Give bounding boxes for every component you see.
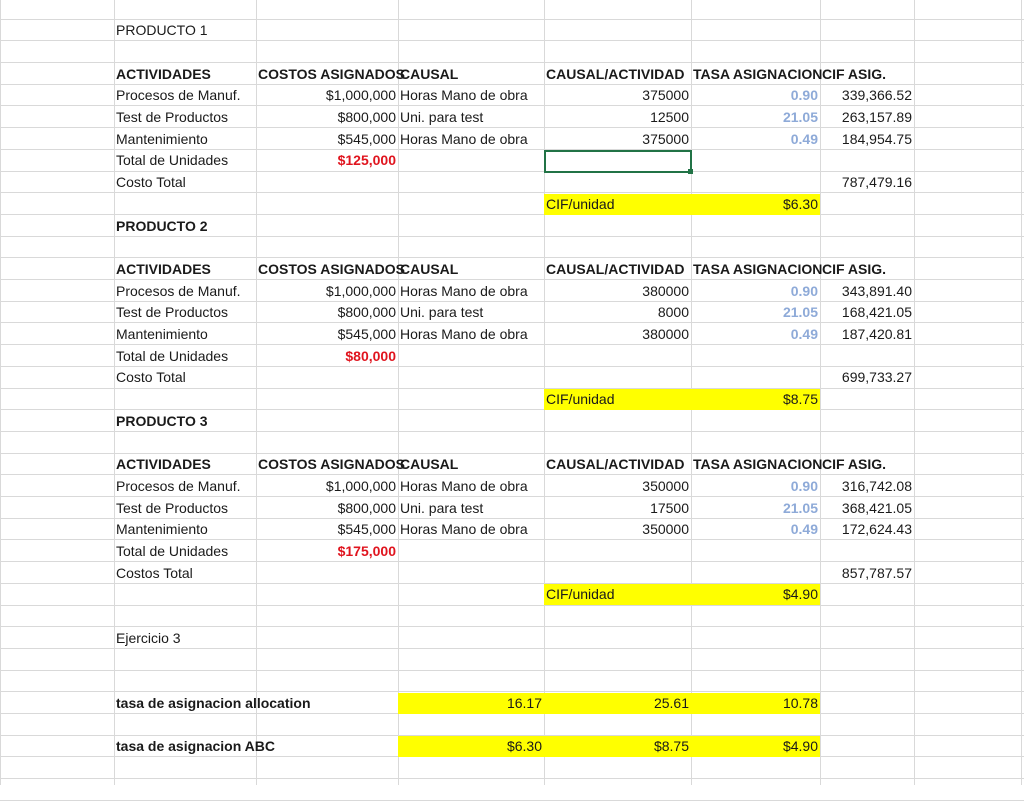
activity-name[interactable]: Mantenimiento bbox=[116, 326, 208, 342]
cost-driver[interactable]: Uni. para test bbox=[400, 304, 484, 321]
column-header[interactable]: CAUSAL/ACTIVIDAD bbox=[546, 456, 685, 473]
allocation-rate-label[interactable]: tasa de asignacion allocation bbox=[116, 694, 311, 711]
driver-per-activity[interactable]: 8000 bbox=[657, 304, 689, 321]
total-cost-label[interactable]: Costos Total bbox=[116, 564, 193, 581]
abc-rate-value[interactable]: $8.75 bbox=[544, 736, 691, 757]
grid-row-line bbox=[0, 758, 1024, 780]
column-header[interactable]: CAUSAL bbox=[400, 65, 459, 82]
column-header[interactable]: CIF ASIG. bbox=[822, 65, 887, 82]
grid-column-line bbox=[1021, 0, 1022, 785]
cif-assigned[interactable]: 263,157.89 bbox=[841, 109, 912, 125]
grid-row-line bbox=[0, 432, 1024, 454]
product-title[interactable]: PRODUCTO 3 bbox=[116, 412, 208, 429]
activity-name[interactable]: Mantenimiento bbox=[116, 130, 208, 147]
assigned-cost[interactable]: $545,000 bbox=[337, 521, 396, 538]
cif-per-unit-value[interactable]: $8.75 bbox=[691, 389, 820, 410]
allocation-rate[interactable]: 0.90 bbox=[790, 282, 818, 299]
total-units-label[interactable]: Total de Unidades bbox=[116, 347, 229, 364]
activity-name[interactable]: Test de Productos bbox=[116, 499, 229, 516]
driver-per-activity[interactable]: 380000 bbox=[642, 282, 689, 299]
allocation-rate-value[interactable]: 16.17 bbox=[398, 693, 544, 714]
column-header[interactable]: ACTIVIDADES bbox=[116, 260, 211, 277]
cost-driver[interactable]: Horas Mano de obra bbox=[400, 282, 528, 299]
cif-assigned[interactable]: 172,624.43 bbox=[841, 521, 912, 538]
grid-row-line bbox=[0, 584, 1024, 606]
allocation-rate[interactable]: 0.90 bbox=[790, 477, 818, 494]
grid-row-line bbox=[0, 41, 1024, 63]
column-header[interactable]: CAUSAL/ACTIVIDAD bbox=[546, 65, 685, 82]
allocation-rate[interactable]: 21.05 bbox=[782, 304, 818, 321]
cost-driver[interactable]: Horas Mano de obra bbox=[400, 521, 528, 538]
column-header[interactable]: ACTIVIDADES bbox=[116, 456, 211, 473]
assigned-cost[interactable]: $545,000 bbox=[337, 130, 396, 147]
cost-driver[interactable]: Horas Mano de obra bbox=[400, 326, 528, 342]
driver-per-activity[interactable]: 350000 bbox=[642, 521, 689, 538]
total-cost-value[interactable]: 699,733.27 bbox=[841, 369, 912, 386]
driver-per-activity[interactable]: 375000 bbox=[642, 130, 689, 147]
column-header[interactable]: CAUSAL bbox=[400, 260, 459, 277]
cif-per-unit-value[interactable]: $6.30 bbox=[691, 194, 820, 215]
total-units-label[interactable]: Total de Unidades bbox=[116, 543, 229, 559]
cif-assigned[interactable]: 368,421.05 bbox=[841, 499, 912, 516]
product-title[interactable]: PRODUCTO 2 bbox=[116, 217, 208, 234]
assigned-cost[interactable]: $1,000,000 bbox=[325, 87, 396, 104]
cost-driver[interactable]: Uni. para test bbox=[400, 109, 484, 125]
grid-row-line bbox=[0, 649, 1024, 671]
grid-column-line bbox=[0, 0, 1, 785]
assigned-cost[interactable]: $800,000 bbox=[337, 304, 396, 321]
abc-rate-label[interactable]: tasa de asignacion ABC bbox=[116, 738, 275, 755]
column-header[interactable]: ACTIVIDADES bbox=[116, 65, 211, 82]
cif-assigned[interactable]: 168,421.05 bbox=[841, 304, 912, 321]
total-cost-value[interactable]: 857,787.57 bbox=[841, 564, 912, 581]
driver-per-activity[interactable]: 380000 bbox=[642, 326, 689, 342]
activity-name[interactable]: Procesos de Manuf. bbox=[116, 477, 241, 494]
activity-name[interactable]: Procesos de Manuf. bbox=[116, 87, 241, 104]
column-header[interactable]: TASA ASIGNACION bbox=[693, 65, 823, 82]
cif-assigned[interactable]: 187,420.81 bbox=[841, 326, 912, 342]
assigned-cost[interactable]: $545,000 bbox=[337, 326, 396, 342]
driver-per-activity[interactable]: 375000 bbox=[642, 87, 689, 104]
cif-per-unit-value[interactable]: $4.90 bbox=[691, 584, 820, 605]
grid-row-line bbox=[0, 779, 1024, 801]
total-units-value[interactable]: $175,000 bbox=[337, 543, 396, 559]
total-cost-value[interactable]: 787,479.16 bbox=[841, 174, 912, 191]
selected-cell[interactable] bbox=[544, 150, 692, 173]
cif-per-unit-label[interactable]: CIF/unidad bbox=[544, 194, 691, 215]
allocation-rate[interactable]: 21.05 bbox=[782, 499, 818, 516]
cost-driver[interactable]: Uni. para test bbox=[400, 499, 484, 516]
assigned-cost[interactable]: $800,000 bbox=[337, 109, 396, 125]
column-header[interactable]: COSTOS ASIGNADOS bbox=[258, 260, 406, 277]
grid-row-line bbox=[0, 237, 1024, 259]
column-header[interactable]: COSTOS ASIGNADOS bbox=[258, 65, 406, 82]
cif-assigned[interactable]: 339,366.52 bbox=[841, 87, 912, 104]
cif-assigned[interactable]: 184,954.75 bbox=[841, 130, 912, 147]
grid-row-line bbox=[0, 606, 1024, 628]
allocation-rate[interactable]: 0.90 bbox=[790, 87, 818, 104]
abc-rate-value[interactable]: $6.30 bbox=[398, 736, 544, 757]
allocation-rate-value[interactable]: 10.78 bbox=[691, 693, 820, 714]
grid-row-line bbox=[0, 0, 1024, 20]
total-units-value[interactable]: $125,000 bbox=[337, 152, 396, 169]
column-header[interactable]: CIF ASIG. bbox=[822, 260, 887, 277]
exercise-title[interactable]: Ejercicio 3 bbox=[116, 629, 181, 646]
driver-per-activity[interactable]: 350000 bbox=[642, 477, 689, 494]
cif-assigned[interactable]: 316,742.08 bbox=[841, 477, 912, 494]
assigned-cost[interactable]: $1,000,000 bbox=[325, 282, 396, 299]
fill-handle[interactable] bbox=[688, 169, 693, 174]
grid-row-line bbox=[0, 714, 1024, 736]
assigned-cost[interactable]: $800,000 bbox=[337, 499, 396, 516]
allocation-rate[interactable]: 0.49 bbox=[790, 521, 818, 538]
cost-driver[interactable]: Horas Mano de obra bbox=[400, 87, 528, 104]
grid-row-line bbox=[0, 389, 1024, 411]
grid-row-line bbox=[0, 193, 1024, 215]
cost-driver[interactable]: Horas Mano de obra bbox=[400, 477, 528, 494]
activity-name[interactable]: Mantenimiento bbox=[116, 521, 208, 538]
grid-row-line bbox=[0, 671, 1024, 693]
allocation-rate[interactable]: 0.49 bbox=[790, 130, 818, 147]
cif-assigned[interactable]: 343,891.40 bbox=[841, 282, 912, 299]
allocation-rate[interactable]: 0.49 bbox=[790, 326, 818, 342]
activity-name[interactable]: Test de Productos bbox=[116, 109, 229, 125]
total-cost-label[interactable]: Costo Total bbox=[116, 174, 186, 191]
assigned-cost[interactable]: $1,000,000 bbox=[325, 477, 396, 494]
cif-per-unit-label[interactable]: CIF/unidad bbox=[544, 389, 691, 410]
column-header[interactable]: CIF ASIG. bbox=[822, 456, 887, 473]
activity-name[interactable]: Test de Productos bbox=[116, 304, 229, 321]
total-units-label[interactable]: Total de Unidades bbox=[116, 152, 229, 169]
column-header[interactable]: CAUSAL/ACTIVIDAD bbox=[546, 260, 685, 277]
allocation-rate-value[interactable]: 25.61 bbox=[544, 693, 691, 714]
column-header[interactable]: CAUSAL bbox=[400, 456, 459, 473]
allocation-rate[interactable]: 21.05 bbox=[782, 109, 818, 125]
column-header[interactable]: TASA ASIGNACION bbox=[693, 456, 823, 473]
cost-driver[interactable]: Horas Mano de obra bbox=[400, 130, 528, 147]
activity-name[interactable]: Procesos de Manuf. bbox=[116, 282, 241, 299]
driver-per-activity[interactable]: 17500 bbox=[650, 499, 689, 516]
column-header[interactable]: TASA ASIGNACION bbox=[693, 260, 823, 277]
driver-per-activity[interactable]: 12500 bbox=[650, 109, 689, 125]
total-cost-label[interactable]: Costo Total bbox=[116, 369, 186, 386]
abc-rate-value[interactable]: $4.90 bbox=[691, 736, 820, 757]
grid-column-line bbox=[914, 0, 915, 785]
column-header[interactable]: COSTOS ASIGNADOS bbox=[258, 456, 406, 473]
cif-per-unit-label[interactable]: CIF/unidad bbox=[544, 584, 691, 605]
total-units-value[interactable]: $80,000 bbox=[345, 347, 396, 364]
product-title[interactable]: PRODUCTO 1 bbox=[116, 22, 208, 39]
